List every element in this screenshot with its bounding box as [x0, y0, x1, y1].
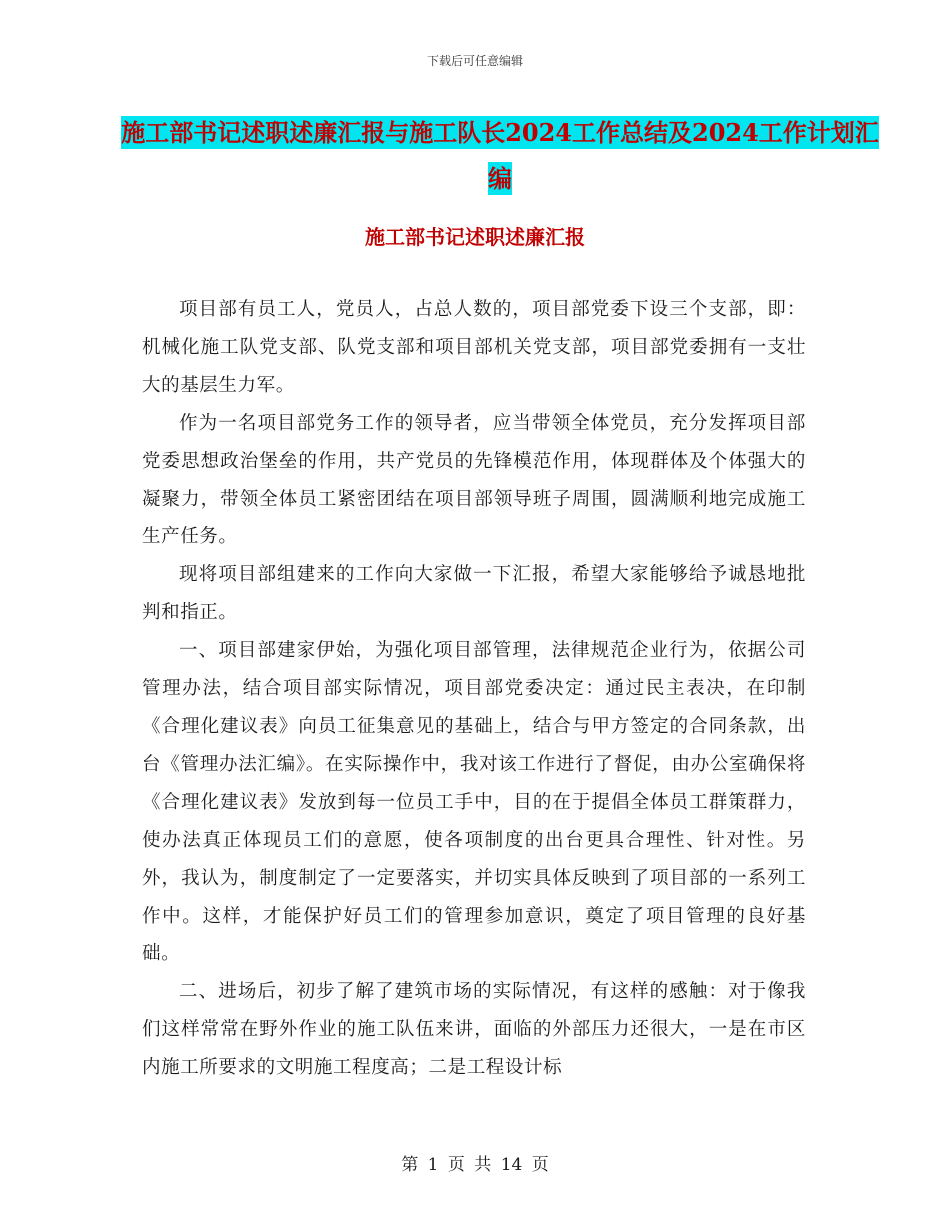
section-title: 施工部书记述职述廉汇报	[365, 225, 585, 249]
paragraph: 作为一名项目部党务工作的领导者，应当带领全体党员，充分发挥项目部党委思想政治堡垒的作用，共产党员的先锋模范作用，体现群体及个体强大的凝聚力，带领全体员工紧密团结在项目部领导班子周围，圆满顺利地完成施工生产任务。	[142, 412, 806, 548]
paragraph: 现将项目部组建来的工作向大家做一下汇报，希望大家能够给予诚恳地批判和指正。	[142, 564, 806, 624]
page-number-footer: 第 1 页 共 14 页	[401, 1155, 549, 1175]
paragraph: 项目部有员工人，党员人，占总人数的，项目部党委下设三个支部，即：机械化施工队党支部、队党支部和项目部机关党支部，项目部党委拥有一支壮大的基层生力军。	[142, 299, 806, 396]
paragraph: 二、进场后，初步了解了建筑市场的实际情况，有这样的感触：对于像我们这样常常在野外作业的施工队伍来讲，面临的外部压力还很大，一是在市区内施工所要求的文明施工程度高；二是工程设计标	[142, 981, 806, 1079]
document-title	[120, 110, 880, 202]
header-note: 下载后可任意编辑	[426, 54, 523, 68]
body-text	[142, 291, 806, 1087]
paragraph: 一、项目部建家伊始，为强化项目部管理，法律规范企业行为，依据公司管理办法，结合项目部实际情况，项目部党委决定：通过民主表决，在印制《合理化建议表》向员工征集意见的基础上，结合与甲方签定的合同条款，出台《管理办法汇编》。在实际操作中，我对该工作进行了督促，由办公室确保将《合理化建议表》发放到每一位员工手中，目的在于提倡全体员工群策群力，使办法真正体现员工们的意愿，使各项制度的出台更具合理性、针对性。另外，我认为，制度制定了一定要落实，并切实具体反映到了项目部的一系列工作中。这样，才能保护好员工们的管理参加意识，奠定了项目管理的良好基础。	[142, 640, 806, 965]
document-title-text: 施工部书记述职述廉汇报与施工队长2024工作总结及2024工作计划汇编	[121, 118, 879, 193]
